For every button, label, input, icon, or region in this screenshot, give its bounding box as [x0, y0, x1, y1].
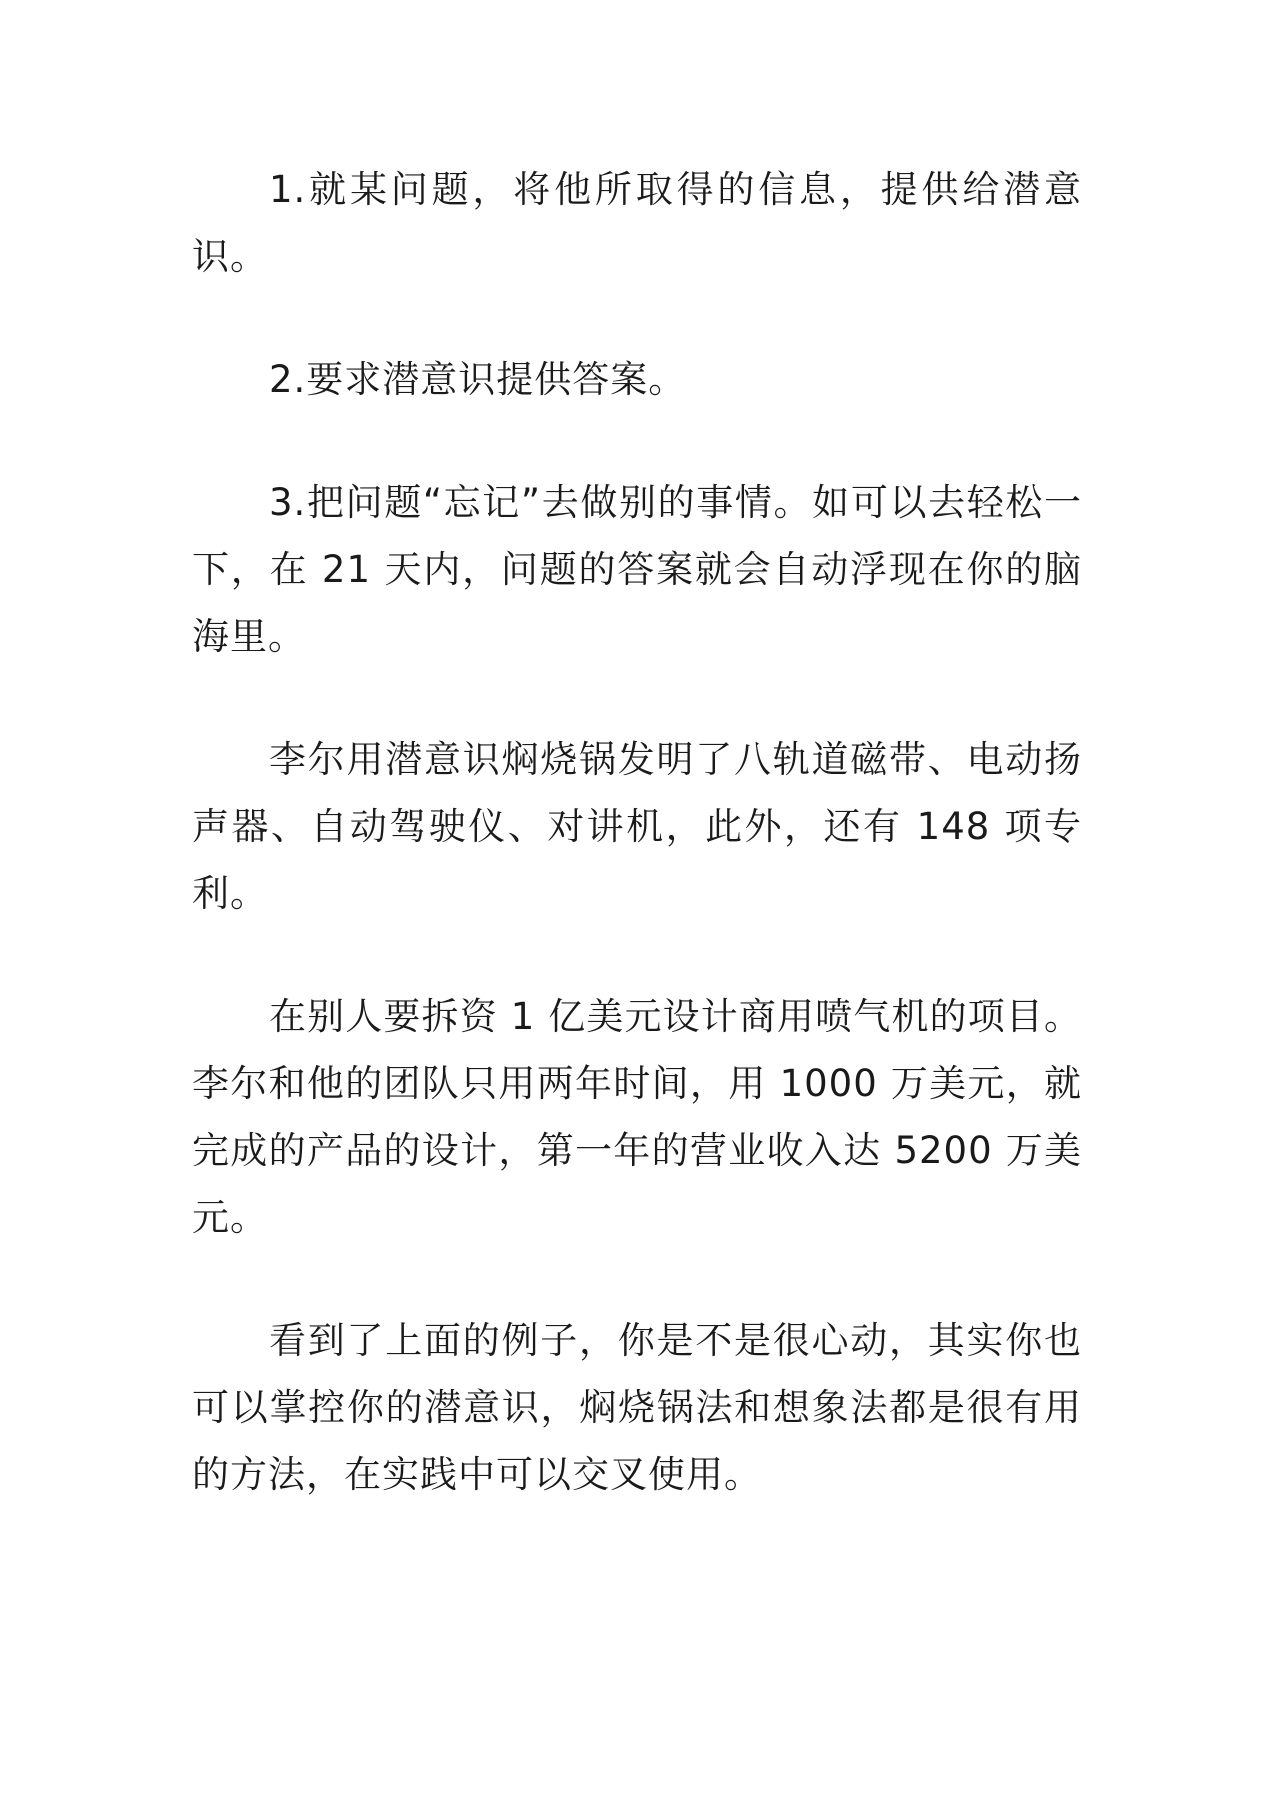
document-body [192, 156, 1082, 1508]
conclusion-paragraph: 看到了上面的例子，你是不是很心动，其实你也可以掌控你的潜意识，焖烧锅法和想象法都是很有用的方法，在实践中可以交叉使用。 [192, 1319, 1082, 1496]
inventions-paragraph: 李尔用潜意识焖烧锅发明了八轨道磁带、电动扬声器、自动驾驶仪、对讲机，此外，还有 148 项专利。 [192, 738, 1082, 915]
step-3-paragraph: 3.把问题“忘记”去做别的事情。如可以去轻松一下，在 21 天内，问题的答案就会自动浮现在你的脑海里。 [192, 481, 1082, 658]
step-1-paragraph: 1.就某问题，将他所取得的信息，提供给潜意识。 [192, 168, 1082, 278]
jet-project-paragraph: 在别人要拆资 1 亿美元设计商用喷气机的项目。李尔和他的团队只用两年时间，用 1000 万美元，就完成的产品的设计，第一年的营业收入达 5200 万美元。 [192, 995, 1082, 1239]
step-2-paragraph: 2.要求潜意识提供答案。 [269, 358, 687, 401]
